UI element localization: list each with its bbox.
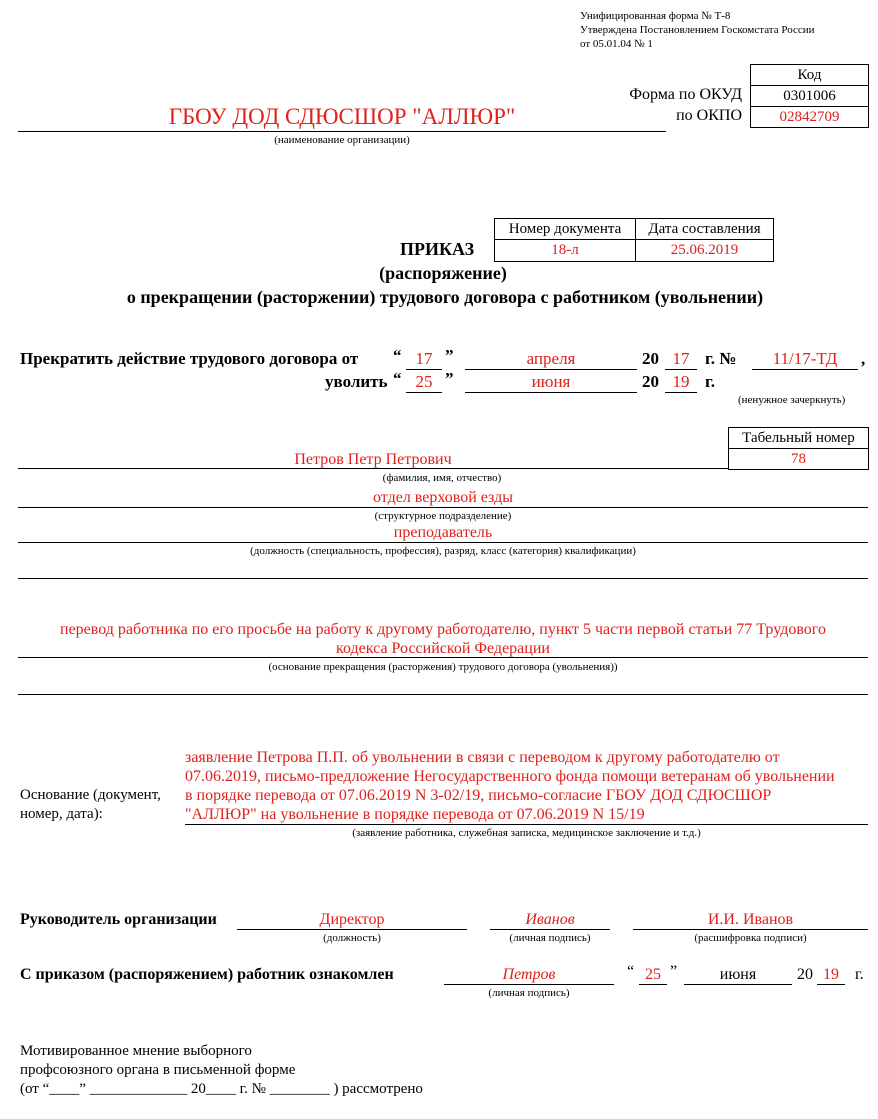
contract-number: 11/17-ТД	[772, 349, 838, 368]
tab-number: 78	[729, 449, 869, 470]
doc-title: ПРИКАЗ	[400, 239, 475, 259]
contract-day: 17	[415, 349, 433, 368]
code-table	[750, 64, 869, 128]
ack-year: 19	[823, 966, 839, 983]
doc-subtitle: (распоряжение)	[379, 263, 507, 283]
employee-name-line	[18, 468, 728, 469]
ack-day: 25	[645, 966, 661, 983]
ack-month: июня	[719, 966, 757, 983]
dismiss-label: уволить	[325, 372, 388, 391]
position-extra-line	[18, 578, 868, 579]
ack-quote-open: “	[627, 963, 635, 980]
quote-close-1: ”	[445, 346, 454, 365]
employee-name: Петров Петр Петрович	[294, 451, 452, 468]
dismiss-g: г.	[705, 372, 716, 391]
basis-label-line1: Основание (документ,	[20, 787, 161, 803]
basis-line2: 07.06.2019, письмо-предложение Негосударственного фонда помощи ветеранам об увольнении	[185, 768, 835, 785]
basis-line	[185, 824, 868, 825]
termination-reason-line2: кодекса Российской Федерации	[336, 640, 550, 657]
position: преподаватель	[393, 524, 493, 541]
dismiss-day: 25	[415, 372, 433, 391]
quote-open-1: “	[393, 346, 402, 365]
doc-number: 18-л	[495, 240, 636, 262]
head-name: И.И. Иванов	[707, 911, 794, 928]
head-name-caption: (расшифровка подписи)	[694, 932, 807, 944]
tab-number-table	[728, 427, 869, 470]
employee-name-caption: (фамилия, имя, отчество)	[382, 472, 502, 484]
ack-quote-close: ”	[670, 963, 678, 980]
termination-reason-line1: перевод работника по его просьбе на работу к другому работодателю, пункт 5 части первой статьи 77 Трудового	[60, 621, 826, 638]
union-line1: Мотивированное мнение выборного	[20, 1043, 252, 1059]
ack-day-line	[639, 984, 667, 985]
doc-table	[494, 218, 774, 262]
doc-date: 25.06.2019	[636, 240, 774, 262]
dismiss-year: 19	[672, 372, 690, 391]
contract-no-label: г. №	[705, 349, 737, 368]
head-signature-caption: (личная подпись)	[509, 932, 591, 944]
basis-line4: "АЛЛЮР" на увольнение в порядке перевода от 07.06.2019 N 15/19	[185, 806, 645, 823]
contract-month-line	[465, 369, 637, 370]
form-info	[580, 9, 815, 51]
contract-year-line	[665, 369, 697, 370]
doc-heading: о прекращении (расторжении) трудового договора с работником (увольнении)	[126, 287, 764, 307]
basis-label	[20, 786, 161, 824]
basis-caption: (заявление работника, служебная записка, медицинское заключение и т.д.)	[352, 827, 701, 839]
contract-month: апреля	[526, 349, 576, 368]
basis-label-line2: номер, дата):	[20, 806, 103, 822]
okpo-label: по ОКПО	[676, 107, 742, 124]
contract-year-prefix: 20	[642, 349, 659, 368]
union-line2: профсоюзного органа в письменной форме	[20, 1062, 296, 1078]
head-signature: Иванов	[525, 911, 575, 928]
dismiss-day-line	[406, 392, 442, 393]
head-position: Директор	[319, 911, 385, 928]
head-name-line	[633, 929, 868, 930]
ack-label: С приказом (распоряжением) работник ознакомлен	[20, 966, 394, 983]
reason-line	[18, 657, 868, 658]
form-info-line3: от 05.01.04 № 1	[580, 38, 653, 50]
okud-label: Форма по ОКУД	[629, 86, 742, 103]
org-line	[18, 131, 666, 132]
ack-year-prefix: 20	[797, 966, 813, 983]
ack-signature-line	[444, 984, 614, 985]
quote-open-2: “	[393, 369, 402, 388]
ack-g: г.	[855, 966, 864, 983]
union-opinion	[20, 1042, 423, 1099]
form-info-line2: Утверждена Постановлением Госкомстата России	[580, 24, 815, 36]
org-caption: (наименование организации)	[274, 134, 410, 146]
head-signature-line	[490, 929, 610, 930]
okpo-code: 02842709	[751, 107, 869, 128]
department-caption: (структурное подразделение)	[374, 510, 512, 522]
reason-extra-line	[18, 694, 868, 695]
basis-document	[185, 748, 875, 824]
doc-date-header: Дата составления	[636, 219, 774, 240]
reason-caption: (основание прекращения (расторжения) трудового договора (увольнения))	[268, 661, 618, 673]
terminate-label: Прекратить действие трудового договора от	[20, 349, 359, 368]
code-header: Код	[751, 65, 869, 86]
dismiss-year-prefix: 20	[642, 372, 659, 391]
dismiss-month-line	[465, 392, 637, 393]
contract-day-line	[406, 369, 442, 370]
head-position-line	[237, 929, 467, 930]
basis-line3: в порядке перевода от 07.06.2019 N 3-02/19, письмо-согласие ГБОУ ДОД СДЮСШОР	[185, 787, 772, 804]
union-line3: (от “____” _____________ 20____ г. № ________ ) рассмотрено	[20, 1081, 423, 1097]
comma: ,	[861, 349, 866, 368]
dismiss-year-line	[665, 392, 697, 393]
contract-year: 17	[672, 349, 690, 368]
doc-number-header: Номер документа	[495, 219, 636, 240]
form-info-line1: Унифицированная форма № Т-8	[580, 10, 731, 22]
termination-reason	[18, 620, 868, 658]
quote-close-2: ”	[445, 369, 454, 388]
position-caption: (должность (специальность, профессия), разряд, класс (категория) квалификации)	[250, 545, 636, 557]
department: отдел верховой езды	[373, 489, 513, 506]
head-position-caption: (должность)	[323, 932, 381, 944]
ack-signature-caption: (личная подпись)	[488, 987, 570, 999]
ack-year-line	[817, 984, 845, 985]
tab-number-header: Табельный номер	[729, 428, 869, 449]
ack-signature: Петров	[502, 966, 556, 983]
org-name: ГБОУ ДОД СДЮСШОР "АЛЛЮР"	[168, 104, 516, 129]
position-line	[18, 542, 868, 543]
strike-note: (ненужное зачеркнуть)	[738, 394, 846, 406]
okud-code: 0301006	[751, 86, 869, 107]
department-line	[18, 507, 868, 508]
ack-month-line	[684, 984, 792, 985]
contract-number-line	[752, 369, 858, 370]
head-label: Руководитель организации	[20, 911, 217, 928]
basis-line1: заявление Петрова П.П. об увольнении в связи с переводом к другому работодателю от	[185, 749, 780, 766]
dismiss-month: июня	[531, 372, 571, 391]
